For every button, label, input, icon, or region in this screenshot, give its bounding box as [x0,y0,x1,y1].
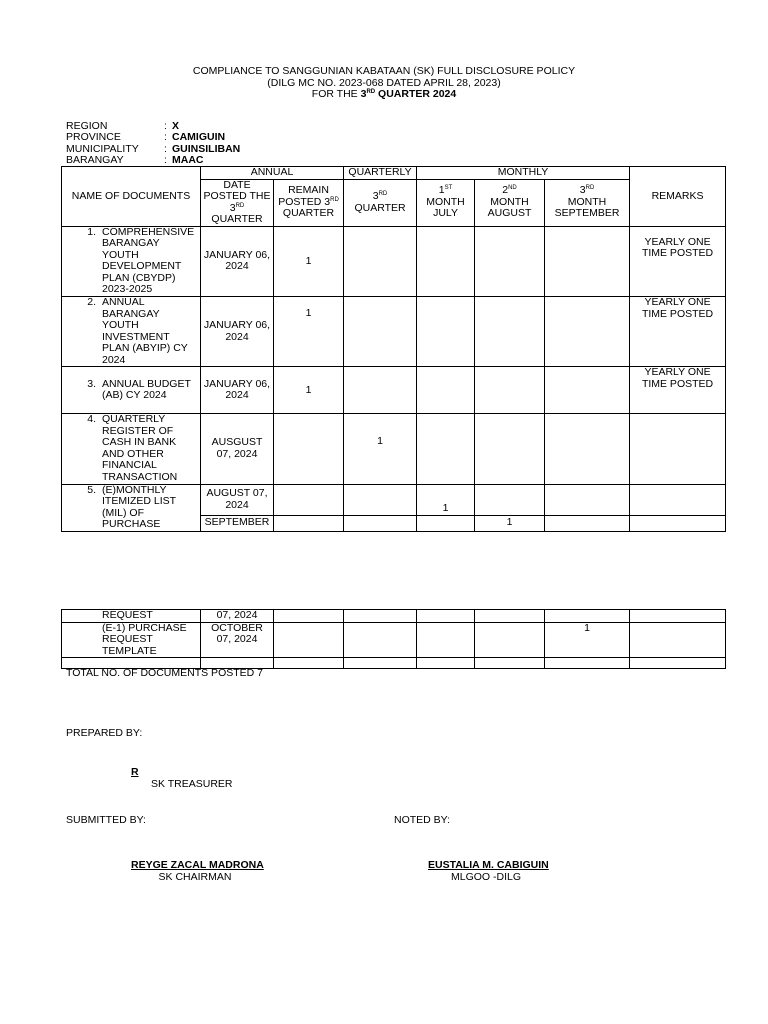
doc-name-cell: 2. ANNUAL BARANGAY YOUTH INVESTMENT PLAN (ABYIP) CY 2024 [62,297,201,367]
header-period: FOR THE 3RD QUARTER 2024 [311,88,457,100]
remain-cell: 1 [274,367,344,414]
table-row [62,622,726,658]
submitted-by-name: REYGE ZACAL MADRONA [131,859,264,871]
prepared-by-label: PREPARED BY: [66,727,143,739]
month1-cell [417,515,475,531]
group-annual: ANNUAL [201,167,344,180]
month1-cell: 1 [417,484,475,515]
month3-cell [545,297,630,367]
month2-cell [475,297,545,367]
month2-cell [475,367,545,414]
group-monthly: MONTHLY [417,167,630,180]
table-row [62,610,726,623]
month1-cell [417,367,475,414]
remarks-cell [630,515,726,531]
table-row [62,484,726,515]
remarks-cell: YEARLY ONE TIME POSTED [630,367,726,414]
date-cell: AUGUST 07, 2024 [201,484,274,515]
table-row [62,226,726,296]
location-info [66,121,240,166]
col-header-month-2: 2ND MONTH AUGUST [475,179,545,226]
remain-cell [274,484,344,515]
info-barangay: BARANGAY : MAAC [66,153,204,166]
month2-cell [475,414,545,484]
submitted-by-label: SUBMITTED BY: [66,814,146,826]
total-documents: TOTAL NO. OF DOCUMENTS POSTED 7 [66,667,263,679]
remain-cell [274,414,344,484]
month3-cell [545,484,630,515]
info-province: PROVINCE : CAMIGUIN [66,131,226,144]
remain-cell: 1 [274,297,344,367]
date-cell: OCTOBER 07, 2024 [201,622,274,658]
quarter-cell: 1 [344,414,417,484]
doc-name-cell: 1. COMPREHENSIVE BARANGAY YOUTH DEVELOPMENT PLAN (CBYDP) 2023-2025 [62,226,201,296]
col-header-remarks: REMARKS [630,167,726,227]
disclosure-table-continued [61,609,726,669]
month2-cell [475,484,545,515]
noted-by-role: MLGOO -DILG [450,870,521,883]
date-cell: JANUARY 06, 2024 [201,367,274,414]
doc-name-cell: REQUEST [62,610,201,623]
header-title: COMPLIANCE TO SANGGUNIAN KABATAAN (SK) FULL DISCLOSURE POLICY [192,65,576,77]
month1-cell [417,414,475,484]
quarter-cell [344,226,417,296]
doc-name-cell: 4. QUARTERLY REGISTER OF CASH IN BANK AND OTHER FINANCIAL TRANSACTION [62,414,201,484]
remarks-cell: YEARLY ONE TIME POSTED [630,226,726,296]
quarter-cell [344,515,417,531]
doc-name-cell: (E-1) PURCHASE REQUEST TEMPLATE [62,622,201,658]
submitted-by-signature [131,859,264,883]
col-header-name: NAME OF DOCUMENTS [62,167,201,227]
table-row [62,367,726,414]
document-header [0,66,768,101]
month3-cell [545,414,630,484]
info-region: REGION : X [66,120,180,132]
table-group-header [62,167,726,180]
quarter-cell [344,367,417,414]
info-municipality: MUNICIPALITY : GUINSILIBAN [66,142,241,155]
col-header-date-posted: DATE POSTED THE 3RD QUARTER [201,179,274,226]
month3-cell [545,226,630,296]
month3-cell: 1 [545,622,630,658]
month1-cell [417,226,475,296]
noted-by-signature [428,859,549,883]
remain-cell: 1 [274,226,344,296]
disclosure-table [61,166,726,532]
prepared-by-role: SK TREASURER [151,778,233,790]
header-circular: (DILG MC NO. 2023-068 DATED APRIL 28, 2023) [267,76,501,89]
date-cell: SEPTEMBER [201,515,274,531]
date-cell: JANUARY 06, 2024 [201,226,274,296]
remarks-cell [630,484,726,515]
month3-cell [545,515,630,531]
date-cell: JANUARY 06, 2024 [201,297,274,367]
month1-cell [417,297,475,367]
quarter-cell [344,484,417,515]
month3-cell [545,367,630,414]
noted-by-name: EUSTALIA M. CABIGUIN [428,859,549,871]
submitted-by-role: SK CHAIRMAN [158,870,232,883]
col-header-month-3: 3RD MONTH SEPTEMBER [545,179,630,226]
quarter-cell [344,297,417,367]
date-cell: AUSGUST 07, 2024 [201,414,274,484]
remain-cell [274,515,344,531]
col-header-remain-posted: REMAIN POSTED 3RD QUARTER [274,179,344,226]
table-row [62,297,726,367]
prepared-by-name: R [131,766,139,778]
col-header-quarter: 3RD QUARTER [344,179,417,226]
month2-cell: 1 [475,515,545,531]
doc-name-cell: 5. (E)MONTHLY ITEMIZED LIST (MIL) OF PURCHASE [62,484,201,531]
col-header-month-1: 1ST MONTH JULY [417,179,475,226]
date-cell: 07, 2024 [201,610,274,623]
doc-name-cell: 3. ANNUAL BUDGET (AB) CY 2024 [62,367,201,414]
noted-by-label: NOTED BY: [394,814,451,826]
remarks-cell [630,414,726,484]
group-quarterly: QUARTERLY [344,167,417,180]
month2-cell [475,226,545,296]
table-row [62,414,726,484]
remarks-cell: YEARLY ONE TIME POSTED [630,297,726,367]
